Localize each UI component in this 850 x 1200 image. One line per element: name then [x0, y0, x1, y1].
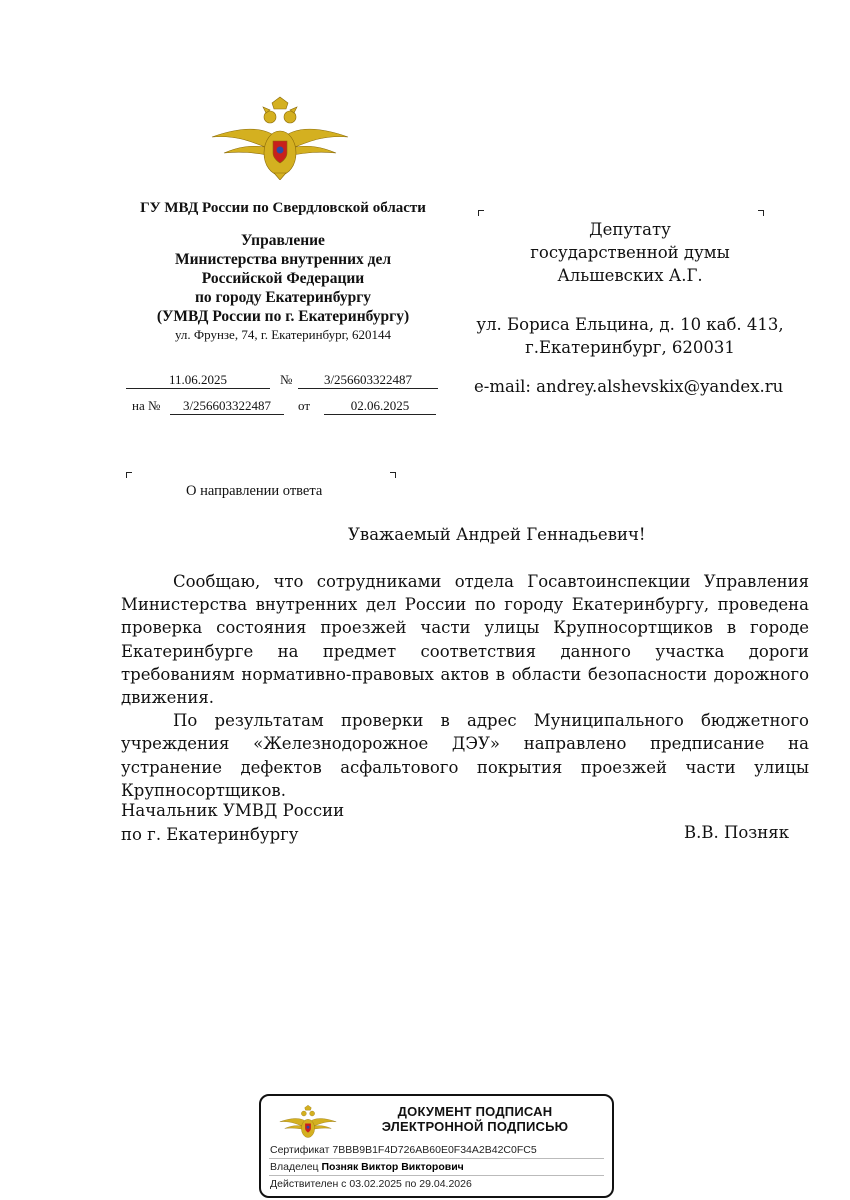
org-line: (УМВД России по г. Екатеринбургу) — [156, 308, 410, 325]
mvd-emblem-icon — [210, 95, 350, 180]
recipient-line: Альшевских А.Г. — [557, 266, 703, 285]
recipient-address-line: ул. Бориса Ельцина, д. 10 каб. 413, — [476, 315, 784, 334]
letter-subject: О направлении ответа — [186, 483, 323, 499]
org-line: Российской Федерации — [201, 270, 365, 287]
certificate-label: Сертификат — [270, 1144, 330, 1156]
org-line: Управление — [241, 232, 325, 249]
signatory-position-line: Начальник УМВД России — [121, 801, 345, 820]
body-paragraph: Сообщаю, что сотрудниками отдела Госавтоинспекции Управления Министерства внутренних дел России по городу Екатеринбургу, проведена проверка состояния проезжей части улицы Крупносортщиков в городе Екатеринбурге на предмет соответствия данного участка дороги требованиям нормативно-правовых актов в области безопасности дорожного движения. — [121, 572, 809, 708]
stamp-owner — [270, 1161, 464, 1173]
owner-label: Владелец — [270, 1161, 319, 1173]
stamp-title — [355, 1104, 595, 1134]
reference-number: 3/256603322487 — [170, 398, 284, 415]
stamp-divider — [269, 1158, 604, 1159]
org-address: ул. Фрунзе, 74, г. Екатеринбург, 620144 — [174, 327, 392, 342]
subject-corner-mark — [126, 472, 132, 478]
parent-organization: ГУ МВД России по Свердловской области — [140, 200, 426, 216]
recipient-address-line: г.Екатеринбург, 620031 — [525, 338, 735, 357]
recipient-email: e-mail: andrey.alshevskix@yandex.ru — [474, 377, 784, 396]
stamp-title-line: ДОКУМЕНТ ПОДПИСАН — [397, 1104, 553, 1119]
recipient-address — [470, 313, 790, 359]
org-line: по городу Екатеринбургу — [194, 289, 372, 306]
signatory-name: В.В. Позняк — [684, 823, 790, 842]
stamp-title-line: ЭЛЕКТРОННОЙ ПОДПИСЬЮ — [381, 1119, 569, 1134]
signatory-position — [121, 799, 344, 847]
from-label: от — [298, 398, 311, 413]
outgoing-number: 3/256603322487 — [298, 372, 438, 389]
stamp-validity: Действителен с 03.02.2025 по 29.04.2026 — [270, 1178, 472, 1190]
certificate-value: 7BBB9B1F4D726AB60E0F34A2B42C0FC5 — [332, 1144, 537, 1156]
organization-header — [108, 200, 458, 343]
recipient-block — [470, 218, 790, 287]
electronic-signature-stamp — [259, 1094, 614, 1198]
outgoing-date: 11.06.2025 — [126, 372, 270, 389]
stamp-divider — [269, 1175, 604, 1176]
recipient-line: государственной думы — [530, 243, 730, 262]
stamp-certificate — [270, 1144, 537, 1156]
owner-value: Позняк Виктор Викторович — [321, 1161, 464, 1173]
reference-date: 02.06.2025 — [324, 398, 436, 415]
body-paragraph: По результатам проверки в адрес Муниципального бюджетного учреждения «Железнодорожное ДЭУ» направлено предписание на устранение дефектов асфальтового покрытия проезжей части улицы Крупносортщиков. — [121, 711, 809, 800]
org-line: Министерства внутренних дел — [174, 251, 392, 268]
recipient-line: Депутату — [589, 220, 671, 239]
recipient-corner-mark — [478, 210, 484, 216]
ref-number-label: на № — [132, 398, 161, 413]
letter-body — [121, 570, 809, 802]
number-label: № — [280, 372, 293, 387]
stamp-emblem-icon — [279, 1102, 337, 1142]
greeting: Уважаемый Андрей Геннадьевич! — [348, 525, 646, 544]
signatory-position-line: по г. Екатеринбургу — [121, 825, 299, 844]
recipient-corner-mark — [758, 210, 764, 216]
subject-corner-mark — [390, 472, 396, 478]
